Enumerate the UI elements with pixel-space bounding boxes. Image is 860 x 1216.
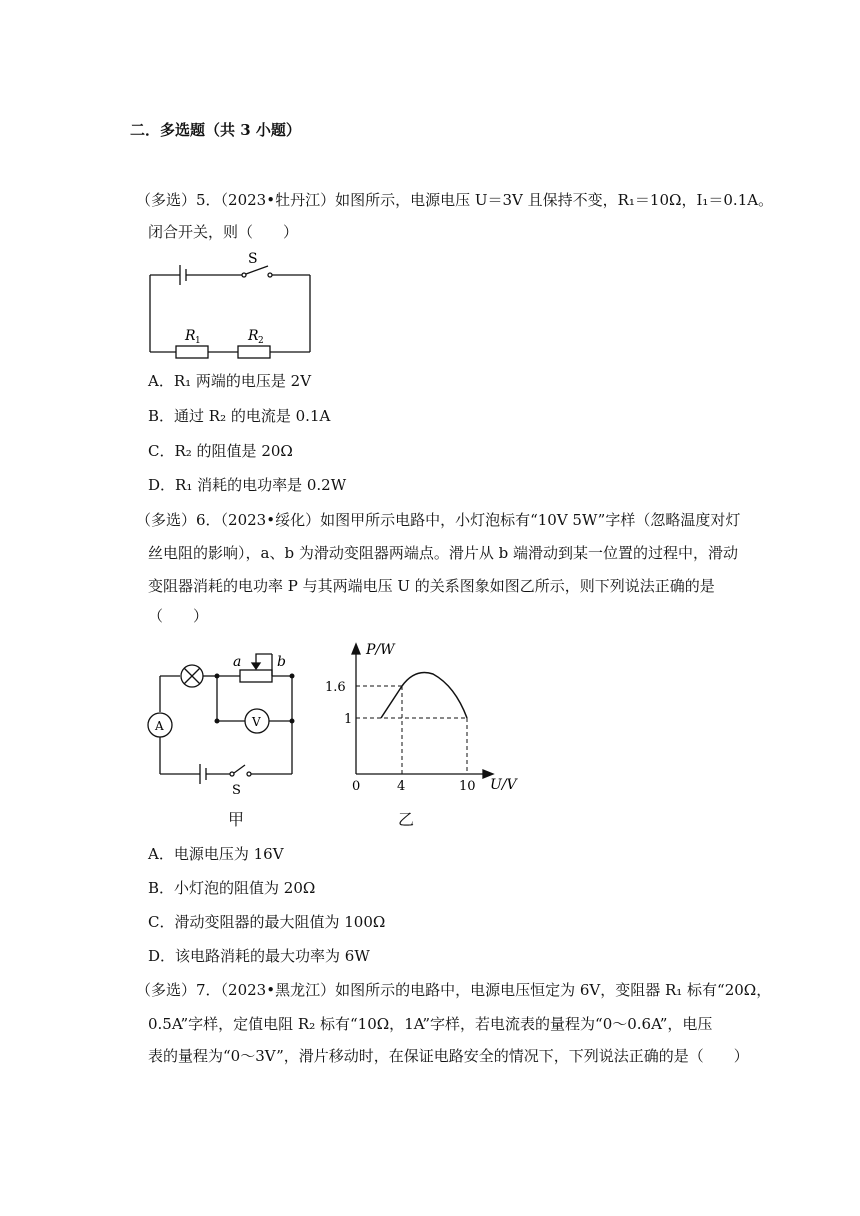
q7-stem-line2: 0.5A”字样，定值电阻 R₂ 标有“10Ω，1A”字样，若电流表的量程为“0～0.6A”，电压 xyxy=(148,1015,713,1033)
q5-r2-sub: 2 xyxy=(258,336,264,346)
q6-option-a: A．电源电压为 16V xyxy=(148,845,284,863)
q5-switch-label: S xyxy=(248,251,258,267)
q6-terminal-a: a xyxy=(233,654,242,670)
q6-graph-ylabel: P/W xyxy=(366,642,395,658)
q5-option-c: C．R₂ 的阻值是 20Ω xyxy=(148,442,293,460)
q6-stem-line4: （ ） xyxy=(148,607,209,625)
q5-option-d: D．R₁ 消耗的电功率是 0.2W xyxy=(148,476,347,494)
q6-option-c: C．滑动变阻器的最大阻值为 100Ω xyxy=(148,913,386,931)
q6-graph-xtick-4: 4 xyxy=(397,779,406,794)
q6-voltmeter-label: V xyxy=(252,715,261,729)
q6-circuit-diagram-jia xyxy=(145,648,305,798)
q5-stem-line2: 闭合开关，则（ ） xyxy=(148,223,299,241)
q6-graph-xtick-10: 10 xyxy=(459,779,476,794)
q6-graph-xlabel: U/V xyxy=(490,777,517,793)
q7-stem-line3: 表的量程为“0～3V”，滑片移动时，在保证电路安全的情况下，下列说法正确的是（ ） xyxy=(148,1047,749,1065)
q5-r1-sub: 1 xyxy=(195,336,201,346)
q6-switch-label: S xyxy=(232,783,241,798)
q6-stem-line3: 变阻器消耗的电功率 P 与其两端电压 U 的关系图象如图乙所示，则下列说法正确的是 xyxy=(148,577,715,595)
q6-figure-label-jia: 甲 xyxy=(228,810,245,829)
q6-power-voltage-graph xyxy=(325,636,530,796)
q7-stem-line1: （多选）7．（2023•黑龙江）如图所示的电路中，电源电压恒定为 6V，变阻器 R₁ 标有“20Ω， xyxy=(136,981,772,999)
q5-r1-label: R xyxy=(185,328,196,344)
q5-option-b: B．通过 R₂ 的电流是 0.1A xyxy=(148,407,331,425)
q5-option-a: A．R₁ 两端的电压是 2V xyxy=(148,372,312,390)
q6-option-d: D．该电路消耗的最大功率为 6W xyxy=(148,947,370,965)
q5-stem-line1: （多选）5．（2023•牡丹江）如图所示，电源电压 U＝3V 且保持不变，R₁＝10Ω，I₁＝0.1A。 xyxy=(136,191,774,209)
q6-stem-line1: （多选）6．（2023•绥化）如图甲所示电路中，小灯泡标有“10V 5W”字样（忽略温度对灯 xyxy=(136,511,741,529)
q6-graph-ytick-1: 1 xyxy=(344,712,353,727)
q6-figure-label-yi: 乙 xyxy=(398,810,415,829)
q6-option-b: B．小灯泡的阻值为 20Ω xyxy=(148,879,316,897)
q6-stem-line2: 丝电阻的影响），a、b 为滑动变阻器两端点。滑片从 b 端滑动到某一位置的过程中，滑动 xyxy=(148,544,738,562)
q6-ammeter-label: A xyxy=(155,719,164,733)
section-title: 二．多选题（共 3 小题） xyxy=(130,121,301,139)
q5-circuit-diagram xyxy=(140,248,320,360)
q5-r2-label: R xyxy=(248,328,259,344)
q6-terminal-b: b xyxy=(277,654,286,670)
q6-graph-ytick-1.6: 1.6 xyxy=(325,680,346,695)
q6-graph-origin: 0 xyxy=(352,779,361,794)
